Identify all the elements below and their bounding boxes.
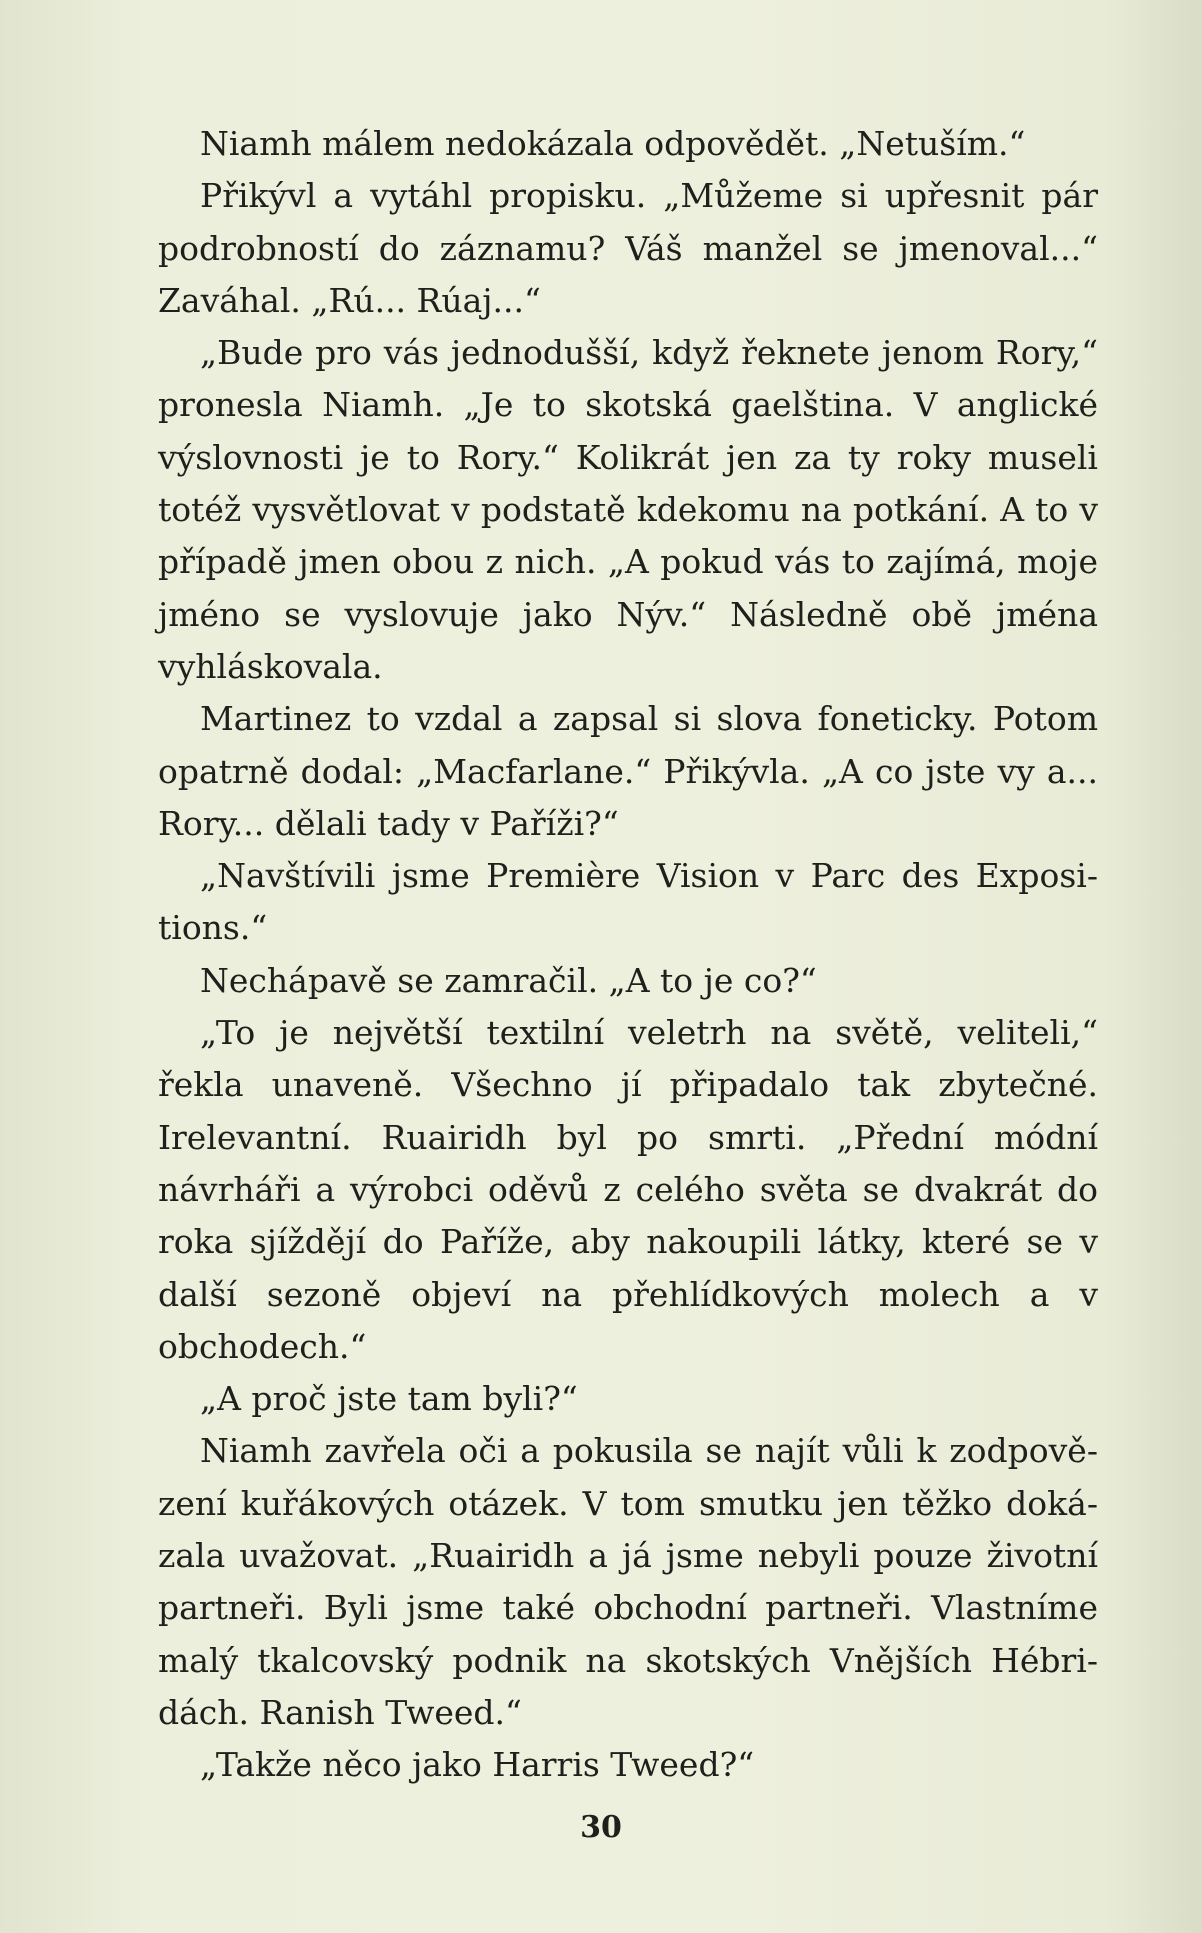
paragraph: Přikývl a vytáhl propisku. „Můžeme si upřesnit pár podrobností do záznamu? Váš manžel se jmenoval...“ Zaváhal. „Rú... Rúaj...“ [158, 176, 1098, 320]
page-number: 30 [580, 1810, 622, 1845]
paragraph: Nechápavě se zamračil. „A to je co?“ [200, 960, 817, 1000]
paragraph: „Takže něco jako Harris Tweed?“ [200, 1745, 755, 1785]
paragraph: „To je největší textilní veletrh na světě, veliteli,“ řekla unaveně. Všechno jí připadalo tak zbytečné. Irelevantní. Ruairidh byl po smrti. „Přední módní návrháři a výrobci oděvů z celého světa se dvakrát do roka sjíždějí do Paříže, aby nakoupili látky, které se v další sezoně objeví na přehlídkových molech a v obchodech.“ [158, 1013, 1098, 1366]
body-text [158, 118, 1098, 1792]
paragraph: Niamh málem nedokázala odpovědět. „Netuším.“ [200, 124, 1026, 163]
paragraph: „Navštívili jsme Première Vision v Parc des Expositions.“ [158, 856, 1098, 948]
paragraph: „A proč jste tam byli?“ [200, 1379, 578, 1419]
paragraph: „Bude pro vás jednodušší, když řeknete jenom Rory,“ pronesla Niamh. „Je to skotská gaelština. V anglické výslovnosti je to Rory.“ Kolikrát jen za ty roky museli totéž vysvětlovat v podstatě kdekomu na potkání. A to v případě jmen obou z nich. „A pokud vás to zajímá, moje jméno se vyslovuje jako Nýv.“ Následně obě jména vyhláskovala. [158, 333, 1098, 686]
paragraph: Niamh zavřela oči a pokusila se najít vůli k zodpovězení kuřákových otázek. V tom smutku jen těžko dokázala uvažovat. „Ruairidh a já jsme nebyli pouze životní partneři. Byli jsme také obchodní partneři. Vlastníme malý tkalcovský podnik na skotských Vnějších Hébridách. Ranish Tweed.“ [158, 1431, 1098, 1732]
paragraph: Martinez to vzdal a zapsal si slova foneticky. Potom opatrně dodal: „Macfarlane.“ Přikývla. „A co jste vy a... Rory... dělali tady v Paříži?“ [158, 699, 1098, 843]
